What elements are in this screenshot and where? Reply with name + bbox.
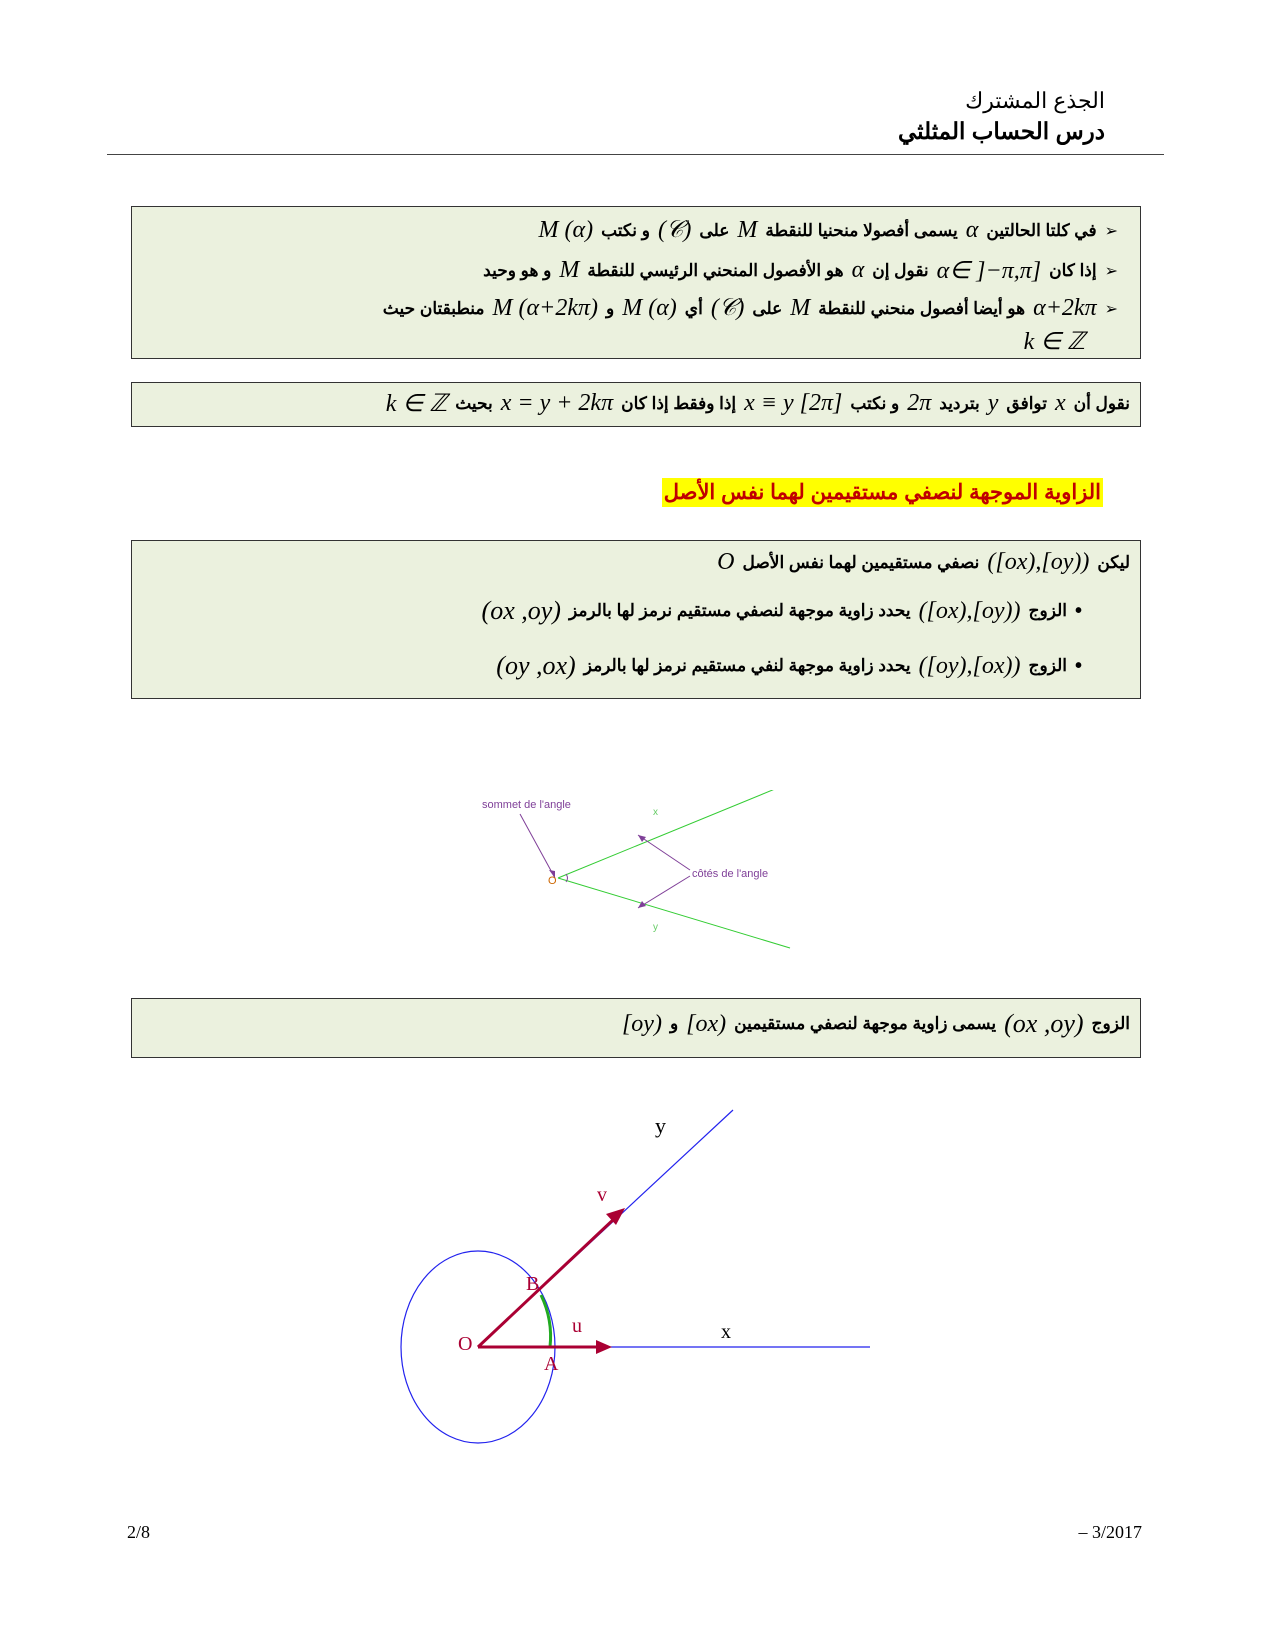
page-number: 2/8 <box>127 1522 151 1542</box>
box1-line2 <box>483 256 1118 285</box>
box3-line3 <box>496 651 1082 681</box>
text: ليكن <box>1097 552 1130 572</box>
math-congruence: x ≡ y [2π] <box>744 390 843 416</box>
text: إذا وفقط إذا كان <box>621 393 737 413</box>
text: و <box>606 298 615 318</box>
vertex-O-label: O <box>548 875 557 887</box>
math-M: M <box>790 295 811 321</box>
arc-AB <box>541 1295 551 1347</box>
arrow-bullet-icon: ➢ <box>1104 222 1118 240</box>
math-pair: ([ox),[oy)) <box>987 549 1090 575</box>
y-label: y <box>653 922 658 933</box>
text: نقول إن <box>872 260 929 280</box>
bullet-icon: • <box>1074 654 1082 677</box>
math-curve: (𝒞) <box>710 295 745 321</box>
text: الزوج <box>1028 656 1067 675</box>
math-angle-symbol: (ox ,oy) <box>481 596 561 625</box>
text: إذا كان <box>1049 260 1097 280</box>
text: بترديد <box>939 393 980 413</box>
math-ray-oy: [oy) <box>621 1010 662 1037</box>
bullet-icon: • <box>1074 599 1082 622</box>
sides-label: côtés de l'angle <box>692 868 769 880</box>
text: هو الأفصول المنحني الرئيسي للنقطة <box>587 260 844 280</box>
arrow-bullet-icon: ➢ <box>1104 300 1118 318</box>
text: على <box>752 298 783 318</box>
math-k-in-Z: k ∈ ℤ <box>385 391 448 417</box>
angle-diagram <box>470 790 800 950</box>
side-pointer-x <box>638 835 690 870</box>
math-O: O <box>717 549 735 575</box>
text: الزوج <box>1028 601 1067 620</box>
side-pointer-y <box>638 876 690 908</box>
vector-v-label: v <box>597 1184 607 1206</box>
math-curve: (𝒞) <box>657 217 692 243</box>
math-M: M <box>737 217 758 243</box>
text: يسمى أفصولا منحنيا للنقطة <box>765 220 958 240</box>
math-condition: α∈ ]−π,π] <box>936 258 1042 284</box>
vertex-label: sommet de l'angle <box>482 799 571 811</box>
math-alpha: α <box>851 257 865 283</box>
axis-y-label: y <box>655 1113 666 1138</box>
definition-box-angle-pair <box>131 998 1141 1058</box>
box3-line1 <box>717 549 1130 576</box>
vector-u-label: u <box>572 1315 582 1337</box>
side-pointer-x-arrowhead <box>638 835 646 842</box>
text: و هو وحيد <box>483 260 552 280</box>
text: يحدد زاوية موجهة لنفي مستقيم نرمز لها بالرمز <box>583 656 911 675</box>
text: في كلتا الحالتين <box>986 220 1097 240</box>
side-x <box>558 790 792 878</box>
section-title: الزاوية الموجهة لنصفي مستقيمين لهما نفس الأصل <box>662 478 1103 507</box>
box4-line <box>622 1009 1130 1039</box>
text: نقول أن <box>1073 393 1130 413</box>
math-expression: M (α) <box>538 217 594 243</box>
document-date: – 3/2017 <box>1078 1522 1142 1542</box>
math-x: x <box>1054 390 1066 416</box>
text: يسمى زاوية موجهة لنصفي مستقيمين <box>734 1014 997 1033</box>
text: هو أيضا أفصول منحني للنقطة <box>818 298 1026 318</box>
text: يحدد زاوية موجهة لنصفي مستقيم نرمز لها بالرمز <box>568 601 911 620</box>
arrow-bullet-icon: ➢ <box>1104 262 1118 280</box>
box1-line4 <box>1024 327 1085 356</box>
definition-box-congruence <box>131 382 1141 427</box>
math-expression: M (α) <box>622 295 677 321</box>
box1-line3 <box>383 295 1118 322</box>
header-divider <box>107 154 1164 155</box>
text: توافق <box>1006 393 1047 413</box>
math-period: 2π <box>907 390 932 416</box>
math-pair: ([oy),[ox)) <box>918 652 1021 679</box>
vector-u-arrowhead <box>596 1340 612 1354</box>
vertex-pointer <box>520 814 555 878</box>
definition-box-curvilinear-abscissa <box>131 206 1141 359</box>
point-B-label: B <box>526 1273 540 1295</box>
math-alpha: α <box>965 217 979 243</box>
side-y <box>558 878 790 948</box>
header-level: الجذع المشترك <box>965 88 1105 113</box>
box2-line <box>386 389 1130 418</box>
text: أي <box>684 298 703 318</box>
text: الزوج <box>1091 1014 1130 1033</box>
math-y: y <box>987 390 999 416</box>
box1-line1 <box>538 217 1118 244</box>
text: و نكتب <box>601 220 650 240</box>
math-expression: M (α+2kπ) <box>492 295 598 321</box>
math-equation: x = y + 2kπ <box>500 390 614 416</box>
math-M: M <box>559 257 580 283</box>
definition-box-oriented-angle <box>131 540 1141 699</box>
box3-line2 <box>482 596 1082 626</box>
unit-circle-angle-diagram <box>400 1100 880 1460</box>
point-O-label: O <box>458 1333 473 1355</box>
text: و <box>669 1014 679 1033</box>
text: نصفي مستقيمين لهما نفس الأصل <box>742 552 980 572</box>
math-angle-symbol: (oy ,ox) <box>496 651 576 680</box>
header-title: درس الحساب المثلثي <box>898 118 1105 144</box>
text: بحيث <box>455 393 493 413</box>
angle-arc <box>566 874 568 882</box>
axis-x-label: x <box>721 1321 731 1343</box>
vector-v <box>478 1218 615 1347</box>
text: و نكتب <box>850 393 900 413</box>
math-ray-ox: [ox) <box>686 1010 727 1037</box>
point-A-label: A <box>544 1353 559 1375</box>
math-k-in-Z: k ∈ ℤ <box>1023 329 1085 355</box>
x-label: x <box>653 807 658 818</box>
math-pair: ([ox),[oy)) <box>918 597 1021 624</box>
text: على <box>699 220 730 240</box>
text: منطبقتان حيث <box>382 298 485 318</box>
math-angle-symbol: (ox ,oy) <box>1004 1009 1084 1038</box>
math-expression: α+2kπ <box>1033 295 1097 321</box>
